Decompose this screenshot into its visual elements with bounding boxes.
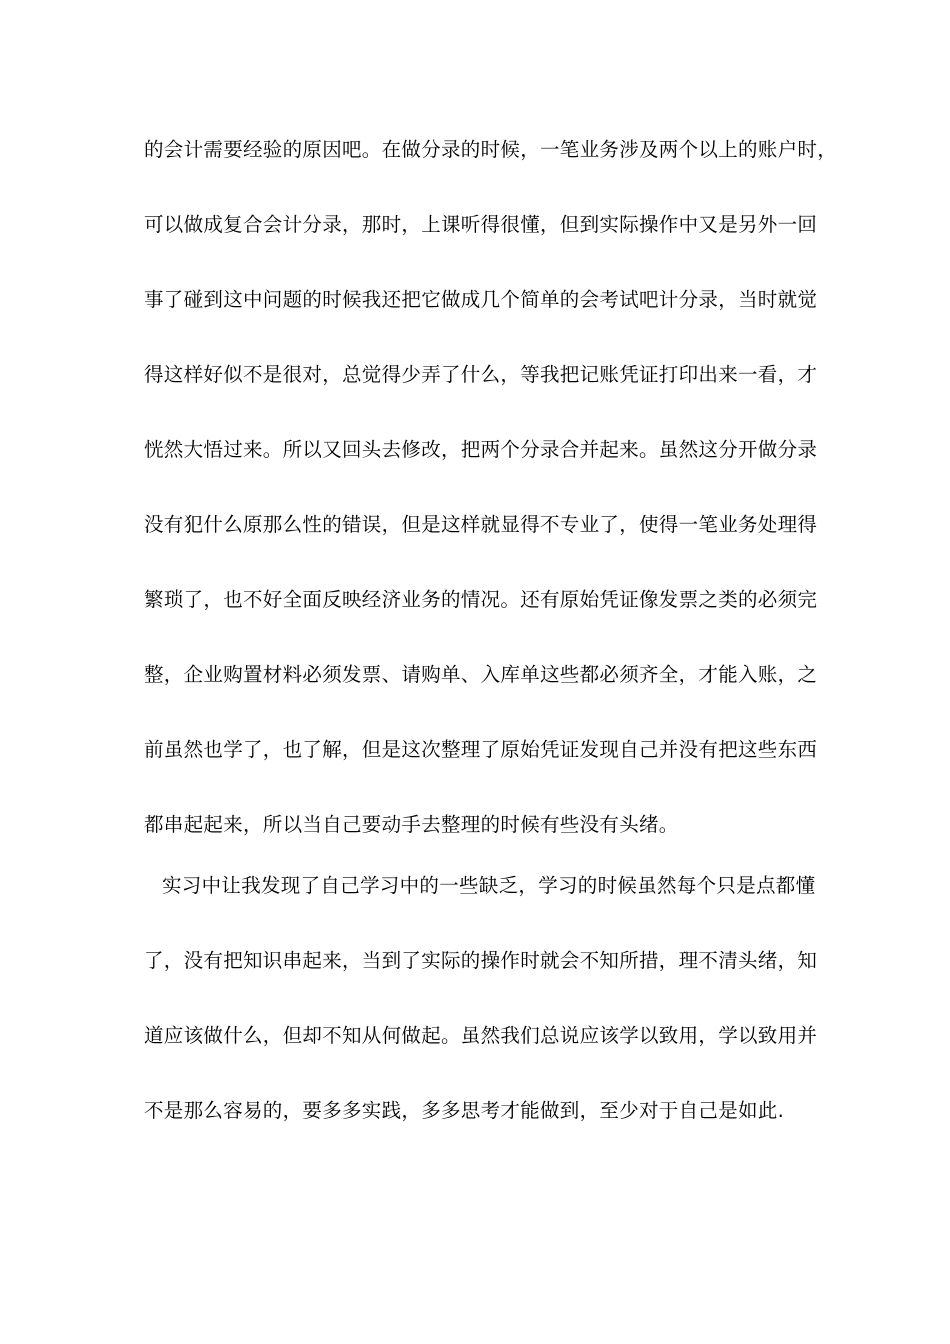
text-line: 没有犯什么原那么性的错误，但是这样就显得不专业了，使得一笔业务处理得 bbox=[144, 513, 818, 536]
text-line: 前虽然也学了，也了解，但是这次整理了原始凭证发现自己并没有把这些东西 bbox=[144, 738, 818, 761]
text-line: 了，没有把知识串起来，当到了实际的操作时就会不知所措，理不清头绪，知 bbox=[144, 949, 818, 972]
text-line: 不是那么容易的，要多多实践，多多思考才能做到，至少对于自己是如此. bbox=[144, 1099, 785, 1122]
paragraph-2 bbox=[144, 872, 844, 1172]
paragraph-1 bbox=[144, 136, 844, 886]
text-line: 可以做成复合会计分录，那时，上课听得很懂，但到实际操作中又是另外一回 bbox=[144, 213, 818, 236]
text-line: 恍然大悟过来。所以又回头去修改，把两个分录合并起来。虽然这分开做分录 bbox=[144, 438, 818, 461]
text-line: 整，企业购置材料必须发票、请购单、入库单这些都必须齐全，才能入账，之 bbox=[144, 663, 818, 686]
text-line: 繁琐了，也不好全面反映经济业务的情况。还有原始凭证像发票之类的必须完 bbox=[144, 588, 818, 611]
text-line: 得这样好似不是很对，总觉得少弄了什么，等我把记账凭证打印出来一看，才 bbox=[144, 363, 818, 386]
text-line: 实习中让我发现了自己学习中的一些缺乏，学习的时候虽然每个只是点都懂 bbox=[162, 874, 816, 897]
text-line: 都串起起来，所以当自己要动手去整理的时候有些没有头绪。 bbox=[144, 813, 679, 836]
text-line: 道应该做什么，但却不知从何做起。虽然我们总说应该学以致用，学以致用并 bbox=[144, 1024, 818, 1047]
text-line: 事了碰到这中问题的时候我还把它做成几个简单的会考试吧计分录，当时就觉 bbox=[144, 288, 818, 311]
text-line: 的会计需要经验的原因吧。在做分录的时候，一笔业务涉及两个以上的账户时， bbox=[144, 138, 838, 161]
